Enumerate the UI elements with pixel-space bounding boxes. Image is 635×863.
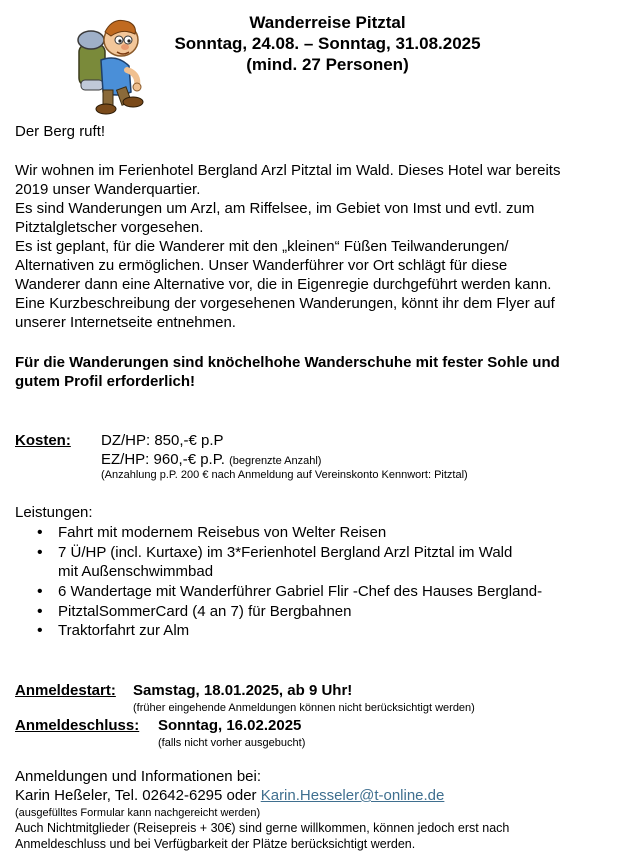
registration-start-note: (früher eingehende Anmeldungen können nicht berücksichtigt werden) <box>133 702 475 714</box>
intro-line: 2019 unser Wanderquartier. <box>15 181 201 198</box>
list-item: • Traktorfahrt zur Alm <box>37 621 542 641</box>
intro-line: Es ist geplant, für die Wanderer mit den „kleinen“ Füßen Teilwanderungen/ <box>15 238 509 255</box>
intro-line: Es sind Wanderungen um Arzl, am Riffelsee, im Gebiet von Imst und evtl. zum <box>15 200 535 217</box>
cost-ez-note: (begrenzte Anzahl) <box>229 455 322 467</box>
registration-start-label: Anmeldestart: <box>15 682 116 699</box>
nonmember-line-2: Anmeldeschluss und bei Verfügbarkeit der Plätze berücksichtigt werden. <box>15 837 416 851</box>
intro-line: Pitztalgletscher vorgesehen. <box>15 219 204 236</box>
registration-end-note: (falls nicht vorher ausgebucht) <box>158 737 306 749</box>
intro-line: Alternativen zu ermöglichen. Unser Wanderführer vor Ort schlägt für diese <box>15 257 508 274</box>
intro-line: Wir wohnen im Ferienhotel Bergland Arzl Pitztal im Wald. Dieses Hotel war bereits <box>15 162 561 179</box>
cost-ez: EZ/HP: 960,-€ p.P. <box>101 451 225 468</box>
list-item: • 6 Wandertage mit Wanderführer Gabriel Flir -Chef des Hauses Bergland- <box>37 582 542 602</box>
notice-line-2: gutem Profil erforderlich! <box>15 373 196 390</box>
greeting: Der Berg ruft! <box>15 123 106 140</box>
list-item: • 7 Ü/HP (incl. Kurtaxe) im 3*Ferienhotel Bergland Arzl Pitztal im Wald <box>37 543 512 563</box>
cost-dz: DZ/HP: 850,-€ p.P <box>101 432 224 449</box>
title-line-1: Wanderreise Pitztal <box>249 13 406 32</box>
list-item: • PitztalSommerCard (4 an 7) für Bergbahnen <box>37 602 542 622</box>
page-title <box>120 12 535 75</box>
nonmember-note <box>15 820 509 852</box>
registration-start-value: Samstag, 18.01.2025, ab 9 Uhr! <box>133 682 353 699</box>
services-list-cont <box>37 582 542 641</box>
services-label: Leistungen: <box>15 504 93 521</box>
title-line-3: (mind. 27 Personen) <box>246 55 409 74</box>
contact-name-phone: Karin Heßeler, Tel. 02642-6295 oder <box>15 787 261 804</box>
registration-end-label: Anmeldeschluss: <box>15 717 140 734</box>
notice-line-1: Für die Wanderungen sind knöchelhohe Wanderschuhe mit fester Sohle und <box>15 354 560 371</box>
intro-line: Wanderer dann eine Alternative vor, die in Eigenregie durchgeführt werden kann. <box>15 276 552 293</box>
nonmember-line-1: Auch Nichtmitglieder (Reisepreis + 30€) sind gerne willkommen, können jedoch erst nach <box>15 821 510 835</box>
shoes-notice <box>15 353 560 391</box>
services-list <box>37 523 512 562</box>
contact-intro: Anmeldungen und Informationen bei: <box>15 768 262 785</box>
registration-end-value: Sonntag, 16.02.2025 <box>158 717 302 734</box>
form-note: (ausgefülltes Formular kann nachgereicht werden) <box>15 807 261 819</box>
cost-ez-row <box>101 450 321 469</box>
contact-line <box>15 786 444 805</box>
intro-line: unserer Internetseite entnehmen. <box>15 314 236 331</box>
email-link[interactable]: Karin.Hesseler@t-online.de <box>260 787 445 804</box>
list-item-continuation: mit Außenschwimmbad <box>58 563 214 580</box>
costs-label: Kosten: <box>15 432 71 449</box>
cost-deposit: (Anzahlung p.P. 200 € nach Anmeldung auf Vereinskonto Kennwort: Pitztal) <box>101 469 468 481</box>
intro-line: Eine Kurzbeschreibung der vorgesehenen Wanderungen, könnt ihr dem Flyer auf <box>15 295 555 312</box>
list-item: • Fahrt mit modernem Reisebus von Welter Reisen <box>37 523 512 543</box>
title-line-2: Sonntag, 24.08. – Sonntag, 31.08.2025 <box>174 34 481 53</box>
intro-paragraph <box>15 161 560 332</box>
